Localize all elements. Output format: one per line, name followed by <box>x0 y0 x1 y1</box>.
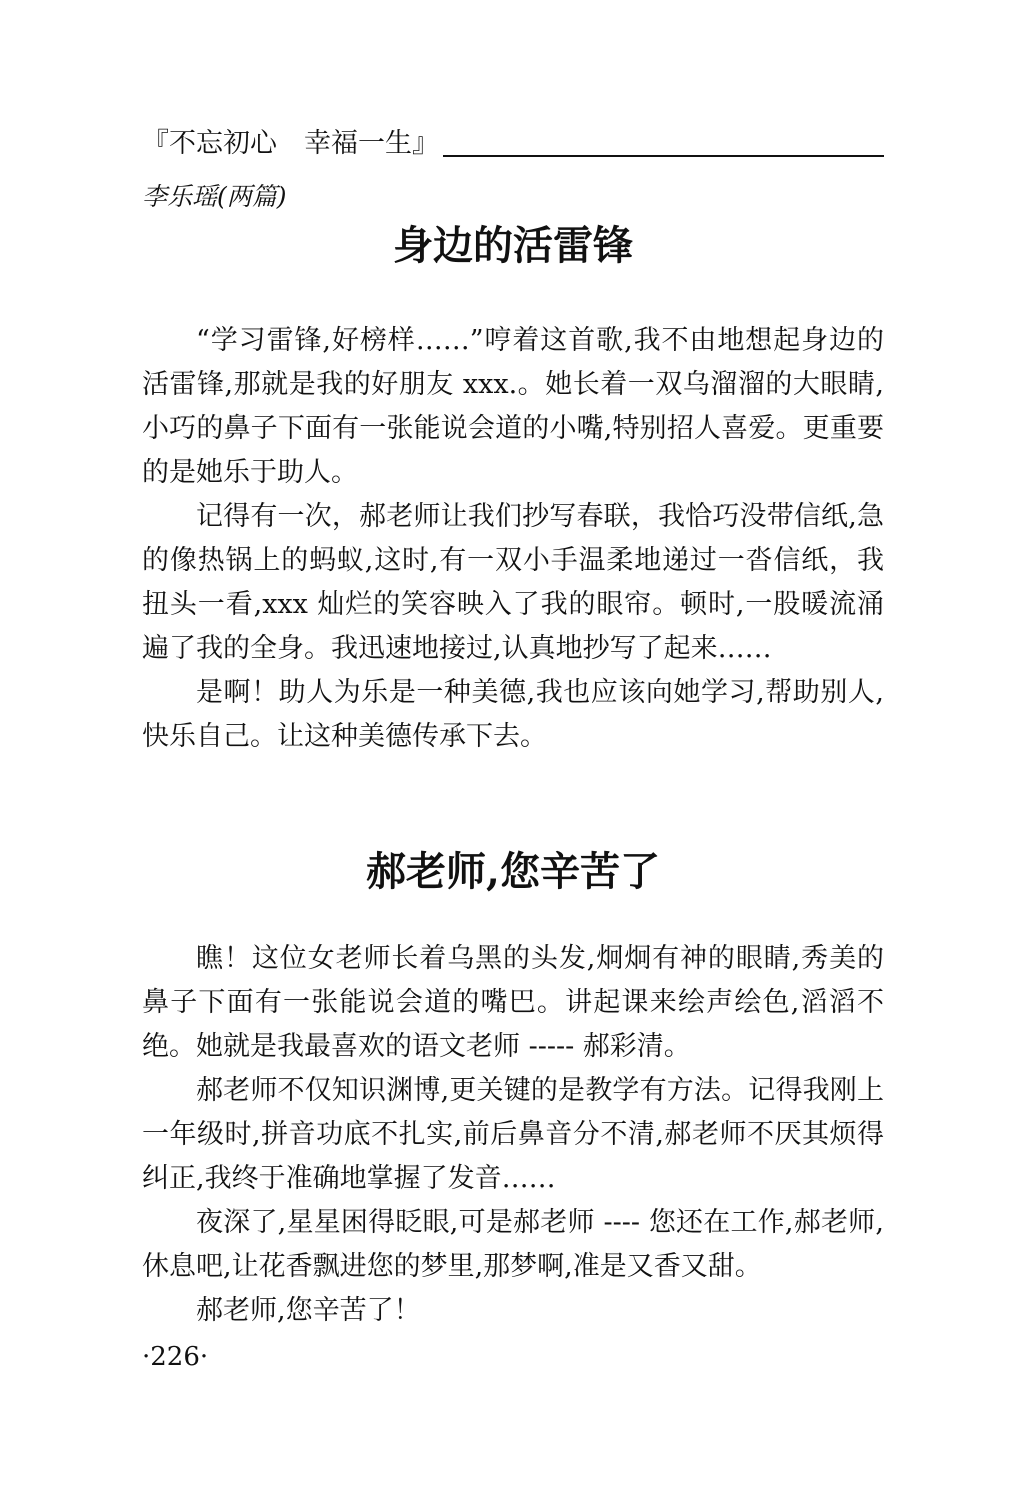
header-rule <box>443 155 884 157</box>
article-body-2 <box>142 937 884 1333</box>
paragraph: 瞧！这位女老师长着乌黑的头发,炯炯有神的眼睛,秀美的鼻子下面有一张能说会道的嘴巴。讲起课来绘声绘色,滔滔不绝。她就是我最喜欢的语文老师 ----- 郝彩清。 <box>142 943 884 1062</box>
paragraph: 郝老师,您辛苦了！ <box>196 1295 421 1326</box>
article-body-1 <box>142 319 884 759</box>
paragraph: 郝老师不仅知识渊博,更关键的是教学有方法。记得我刚上一年级时,拼音功底不扎实,前后鼻音分不清,郝老师不厌其烦得纠正,我终于准确地掌握了发音…… <box>142 1075 884 1194</box>
page-number: ·226· <box>142 1342 209 1372</box>
article-title-2: 郝老师,您辛苦了 <box>366 848 660 895</box>
paragraph: 夜深了,星星困得眨眼,可是郝老师 ---- 您还在工作,郝老师,休息吧,让花香飘进您的梦里,那梦啊,准是又香又甜。 <box>142 1207 884 1282</box>
paragraph: “学习雷锋,好榜样……”哼着这首歌,我不由地想起身边的活雷锋,那就是我的好朋友 xxx.。她长着一双乌溜溜的大眼睛,小巧的鼻子下面有一张能说会道的小嘴,特别招人喜爱。更重要的是她乐于助人。 <box>142 325 884 488</box>
paragraph: 记得有一次，郝老师让我们抄写春联，我恰巧没带信纸,急的像热锅上的蚂蚁,这时,有一双小手温柔地递过一沓信纸，我扭头一看,xxx 灿烂的笑容映入了我的眼帘。顿时,一股暖流涌遍了我的全身。我迅速地接过,认真地抄写了起来…… <box>142 501 884 664</box>
paragraph: 是啊！助人为乐是一种美德,我也应该向她学习,帮助别人,快乐自己。让这种美德传承下去。 <box>142 677 884 752</box>
running-header <box>142 124 884 160</box>
article-title-1: 身边的活雷锋 <box>393 222 633 269</box>
author-line: 李乐瑶(两篇) <box>142 182 287 211</box>
running-header-title: 『不忘初心 幸福一生』 <box>142 128 439 159</box>
